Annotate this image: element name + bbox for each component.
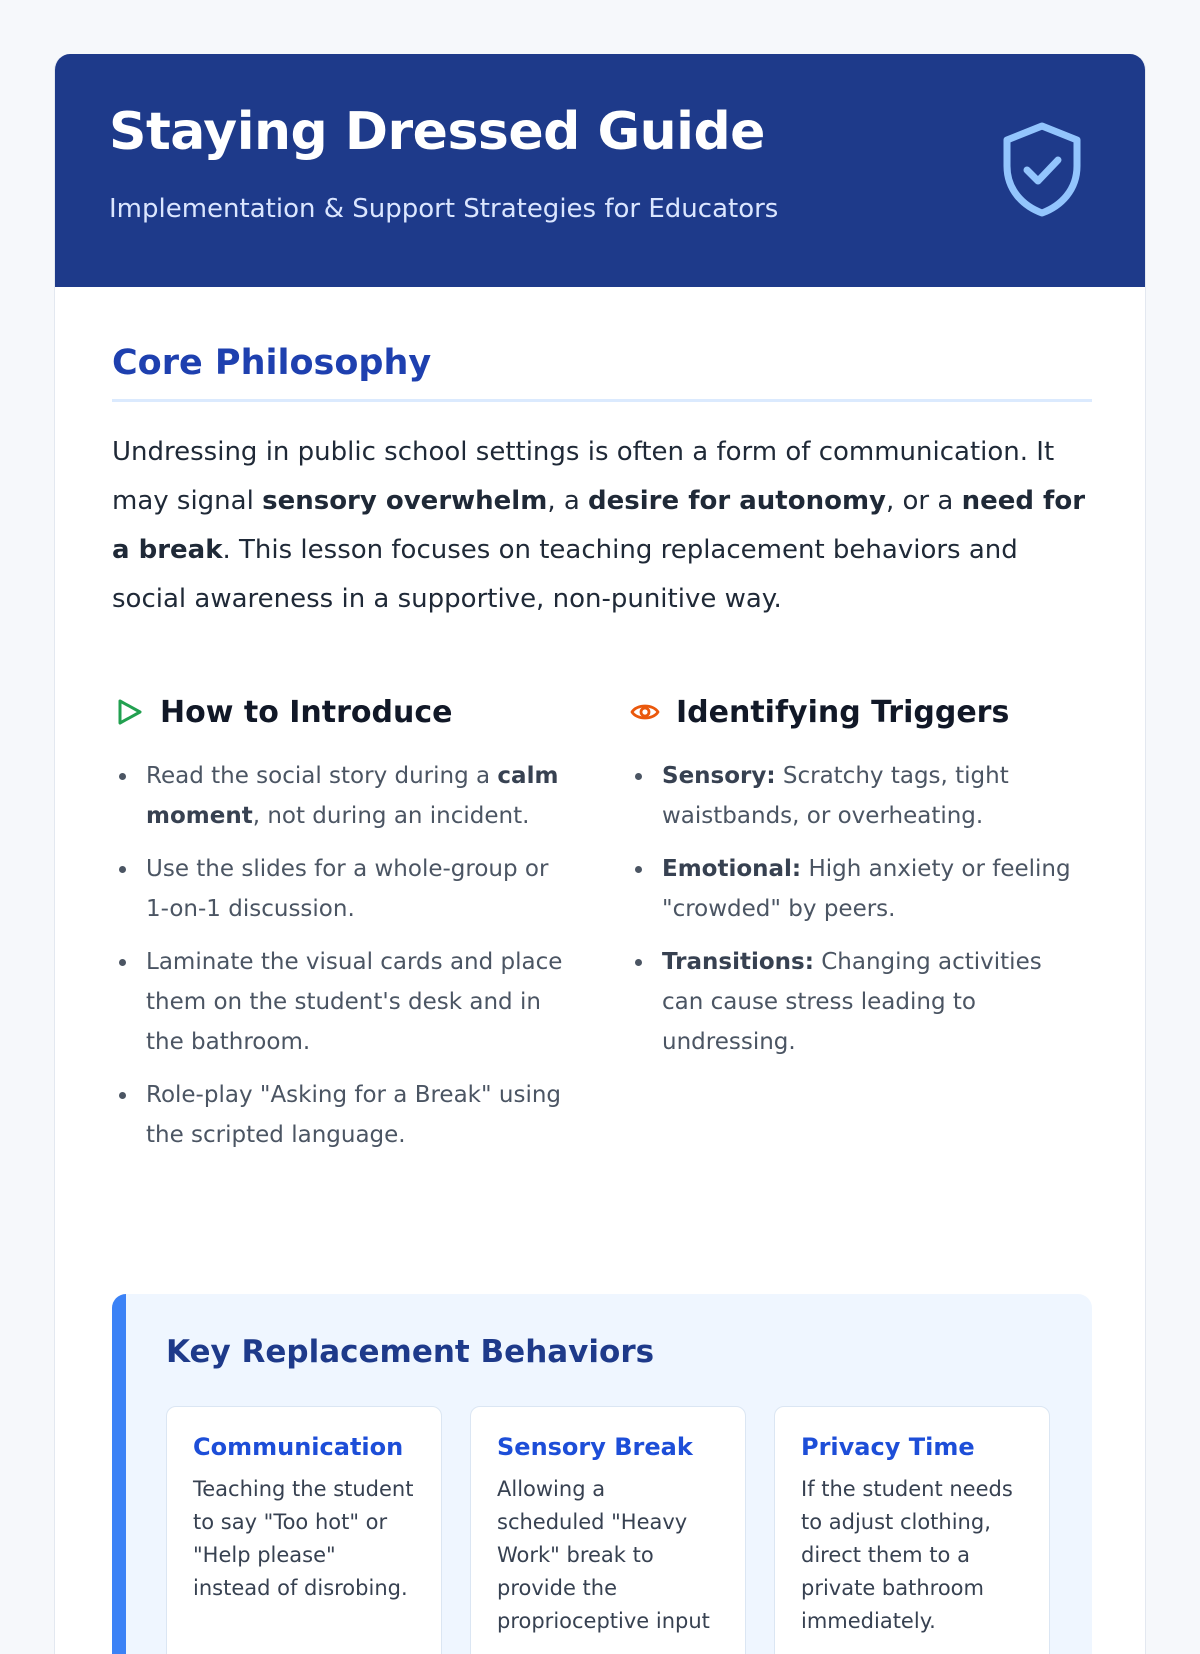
list-item: Sensory: Scratchy tags, tight waistbands, or overheating. (628, 756, 1088, 836)
page-subtitle: Implementation & Support Strategies for Educators (109, 194, 779, 224)
behavior-card-sensory-break (470, 1406, 746, 1654)
list-item: Role-play "Asking for a Break" using the scripted language. (112, 1075, 572, 1155)
behavior-card-title: Communication (193, 1433, 404, 1461)
behavior-card-text: If the student needs to adjust clothing, direct them to a private bathroom immediately. (801, 1477, 1013, 1633)
list-item: Laminate the visual cards and place them on the student's desk and in the bathroom. (112, 942, 572, 1062)
core-philosophy-text: Undressing in public school settings is often a form of communication. It may signal sensory overwhelm, a desire for autonomy, or a need for a break. This lesson focuses on teaching replacement behaviors and social awareness in a supportive, non-punitive way. (112, 437, 1086, 614)
key-replacement-behaviors-panel (112, 1294, 1092, 1654)
identifying-triggers-column (628, 692, 1088, 1075)
introduce-list (112, 756, 572, 1155)
play-icon (114, 697, 144, 727)
guide-card (54, 54, 1146, 1654)
behavior-card-privacy-time (774, 1406, 1050, 1654)
how-to-introduce-heading: How to Introduce (112, 692, 572, 732)
list-item: Emotional: High anxiety or feeling "crowded" by peers. (628, 849, 1088, 929)
behavior-card-title: Sensory Break (497, 1433, 693, 1461)
behavior-card-communication (166, 1406, 442, 1654)
behavior-card-title: Privacy Time (801, 1433, 975, 1461)
triggers-list (628, 756, 1088, 1062)
how-to-introduce-column (112, 692, 572, 1168)
shield-check-icon (999, 120, 1085, 218)
identifying-triggers-heading: Identifying Triggers (628, 692, 1088, 732)
core-philosophy-heading: Core Philosophy (112, 343, 1092, 402)
two-column-section (112, 692, 1092, 1162)
list-item: Read the social story during a calm moment, not during an incident. (112, 756, 572, 836)
header-banner (55, 54, 1145, 287)
behavior-card-text: Teaching the student to say "Too hot" or "Help please" instead of disrobing. (193, 1477, 414, 1600)
guide-body (112, 287, 1092, 1633)
behavior-card-text: Allowing a scheduled "Heavy Work" break to provide the proprioceptive input (497, 1477, 710, 1633)
key-replacement-behaviors-heading: Key Replacement Behaviors (166, 1334, 655, 1370)
eye-icon (630, 697, 660, 727)
page-title: Staying Dressed Guide (109, 102, 765, 162)
list-item: Transitions: Changing activities can cause stress leading to undressing. (628, 942, 1088, 1062)
list-item: Use the slides for a whole-group or 1-on-1 discussion. (112, 849, 572, 929)
